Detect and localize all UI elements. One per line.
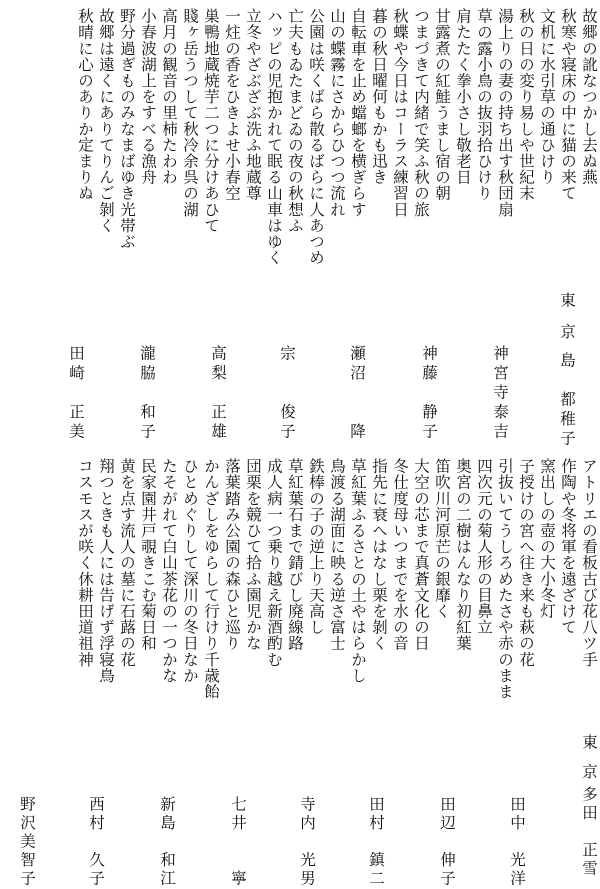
author-name: 田村 鎮二 [367,796,385,889]
haiku-line: 亡夫もゐたまどゐの夜の秋想ふ [286,8,304,234]
haiku-line: 肩たたく拳小さし敬老日 [454,8,472,186]
author-name: 高梨 正雄 [209,345,227,443]
haiku-line: 一炷の香をひきよせ小春空 [223,8,241,202]
author-name: 新島 和江 [158,796,176,889]
author-name: 七井 寧 [229,796,247,889]
haiku-line: 小春波湖上をすべる漁舟 [139,8,157,186]
haiku-line: 野分過ぎものみなまばゆき光帯ぶ [118,8,136,250]
haiku-line: 秋の日の変り易しや世紀末 [517,8,535,202]
haiku-line: ハッピの児抱かれて眠る山車はゆく [265,8,283,266]
haiku-line: 民家園井戸覗きこむ菊日和 [139,458,157,652]
haiku-line: 高月の観音の里柿たわわ [160,8,178,186]
author-name: 神藤 静子 [420,345,438,443]
author-name: 瀧脇 和子 [138,345,156,443]
haiku-line: 子授けの宮へ往き来も萩の花 [517,458,535,668]
haiku-line: 巣鴨地蔵焼芋二つに分けあひて [202,8,220,234]
haiku-line: 笛吹川河原芒の銀靡く [433,458,451,619]
haiku-line: かんざしをゆらして行けり千歳飴 [202,458,220,700]
haiku-line: 奥宮の二樹はんなり初紅葉 [454,458,472,652]
author-name: 島 都稚子 [558,352,576,450]
author-name: 西村 久子 [87,796,105,889]
haiku-line: 落葉踏み公園の森ひと巡り [223,458,241,652]
author-name: 野沢美智子 [18,796,36,889]
author-location: 東京 [558,292,576,355]
author-name: 神宮寺泰吉 [491,345,509,443]
haiku-line: 窯出しの壺の大小冬灯 [538,458,556,619]
haiku-line: 冬仕度母いつまでを水の音 [391,458,409,652]
haiku-line: 山の蝶霧にさからひつつ流れ [328,8,346,218]
haiku-line: たそがれて白山茶花の一つかな [160,458,178,684]
author-name: 宗 俊子 [278,345,296,443]
haiku-line: 賤ヶ岳うつして秋冷余呉の湖 [181,8,199,218]
haiku-line: ひとめぐりして深川の冬日なか [181,458,199,684]
author-name: 瀬沼 降 [348,345,366,443]
author-name: 田中 光洋 [508,796,526,889]
haiku-line: 鳥渡る湖面に映る逆さ富士 [328,458,346,652]
haiku-line: 故郷の訛なつかし去ぬ燕 [580,8,598,186]
haiku-line: 草紅葉ふるさとの土やはらかし [349,458,367,684]
haiku-line: 翔つときも人には告げず浮寝鳥 [97,458,115,684]
haiku-line: 公園は咲くばら散るばらに人あつめ [307,8,325,266]
haiku-line: 引抜いてうしろめたさや赤のまま [496,458,514,700]
haiku-line: コスモスが咲く休耕田道祖神 [76,458,94,668]
haiku-line: 故郷は遠くにありてりんご剝く [97,8,115,234]
haiku-line: 大空の芯まで真蒼文化の日 [412,458,430,652]
haiku-line: アトリエの看板古び花八ツ手 [580,458,598,668]
haiku-line: 草の露小鳥の抜羽拾ひけり [475,8,493,202]
haiku-line: 秋晴に心のありか定まりぬ [76,8,94,202]
haiku-line: 四次元の菊人形の目鼻立 [475,458,493,636]
haiku-line: 作陶や冬将軍を遠ざけて [559,458,577,636]
haiku-line: 秋蝶や今日はコーラス練習日 [391,8,409,218]
author-name: 田崎 正美 [67,345,85,443]
haiku-line: 成人病一つ乗り越え新酒酌む [265,458,283,668]
haiku-line: 団栗を競ひて拾ふ園児かな [244,458,262,652]
haiku-line: 草紅葉石まで錆びし廃線路 [286,458,304,652]
haiku-line: 立冬やざぶざぶ洗ふ地蔵尊 [244,8,262,202]
author-name: 田辺 伸子 [438,796,456,889]
haiku-line: 自転車を止め蟷螂を横ぎらす [349,8,367,218]
haiku-line: つまづきて内緒で笑ふ秋の旅 [412,8,430,218]
haiku-line: 指先に衰へはなし栗を剝く [370,458,388,652]
author-name: 寺内 光男 [298,796,316,889]
haiku-line: 鉄棒の子の逆上り天高し [307,458,325,636]
haiku-line: 暮の秋日曜何もかも迅き [370,8,388,186]
haiku-line: 秋寒や寝床の中に猫の来て [559,8,577,202]
author-location: 東京 [580,734,598,793]
author-name: 多田 正雪 [580,786,598,879]
haiku-line: 甘露煮の紅鮭うまし宿の朝 [433,8,451,202]
haiku-line: 文机に水引草の通ひけり [538,8,556,186]
haiku-line: 湯上りの妻の持ち出す秋団扇 [496,8,514,218]
haiku-line: 黄を点す流人の墓に石蕗の花 [118,458,136,668]
